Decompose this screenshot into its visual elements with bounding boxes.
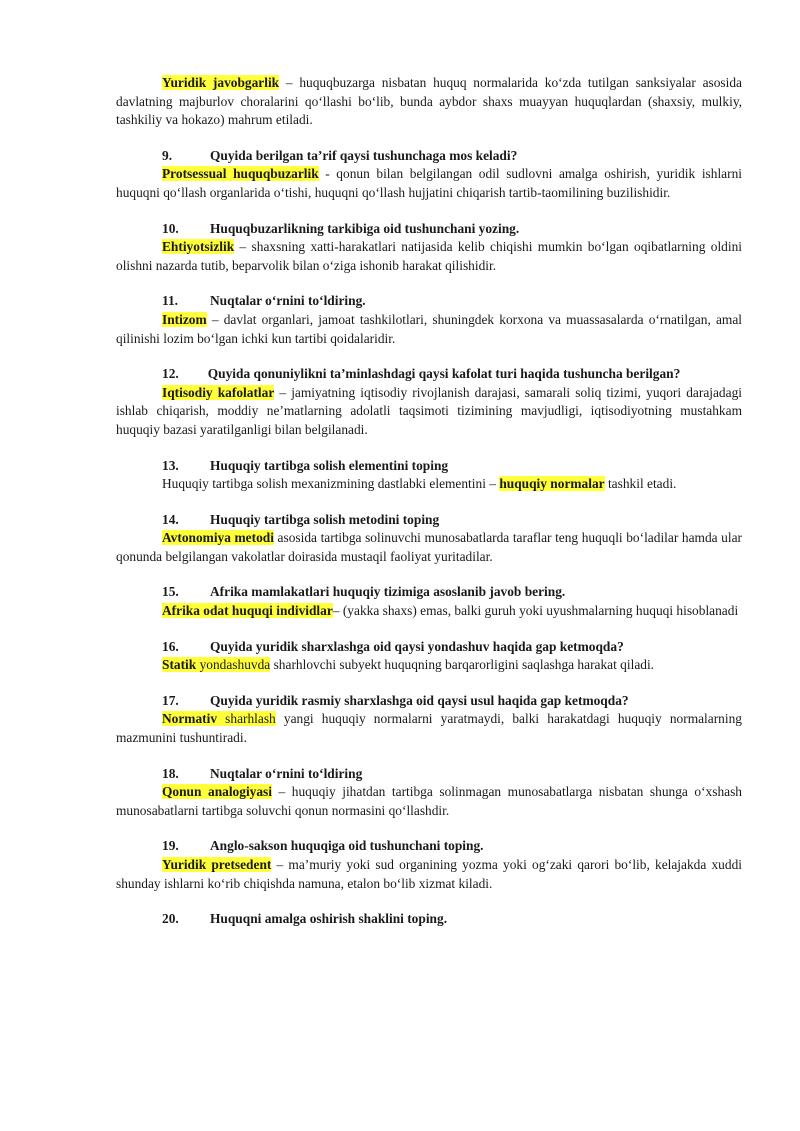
highlighted-term: Normativ xyxy=(162,711,218,727)
highlighted-term: Iqtisodiy kafolatlar xyxy=(162,384,275,400)
question-list xyxy=(116,147,742,893)
question-text: Huquqiy tartibga solish metodini toping xyxy=(210,511,440,527)
answer-paragraph xyxy=(116,656,742,675)
question-item-9 xyxy=(116,147,742,203)
question-number: 16. xyxy=(162,638,179,654)
document-body xyxy=(116,74,742,946)
answer-text: asosida tartibga solinuvchi munosabatlarda taraflar teng huquqli bo‘ladilar hamda ular qonunda belgilangan vakolatlar doirasida mustaqil faoliyat yuritadilar. xyxy=(116,530,742,564)
question-text: Quyida yuridik rasmiy sharxlashga oid qaysi usul haqida gap ketmoqda? xyxy=(210,692,629,708)
question-heading xyxy=(116,147,742,166)
highlighted-term: huquqiy normalar xyxy=(499,476,605,492)
highlighted-term: Yuridik pretsedent xyxy=(162,857,272,872)
answer-paragraph xyxy=(116,475,742,494)
highlighted-term: Statik xyxy=(162,657,197,673)
answer-paragraph xyxy=(116,602,742,621)
answer-text: – (yakka shaxs) emas, balki guruh yoki uyushmalarning huquqi hisoblanadi xyxy=(332,603,739,619)
answer-paragraph xyxy=(116,710,742,747)
highlighted-term-continuation: yondashuvda xyxy=(196,657,271,673)
question-text: Huquqiy tartibga solish elementini toping xyxy=(210,457,449,473)
question-text: Quyida berilgan ta’rif qaysi tushunchaga mos keladi? xyxy=(210,147,518,163)
highlighted-term: Avtonomiya metodi xyxy=(162,530,274,546)
question-number: 11. xyxy=(162,293,178,309)
highlighted-term: Qonun analogiyasi xyxy=(162,784,272,800)
highlighted-term: Protsessual huquqbuzarlik xyxy=(162,166,319,182)
question-number: 20. xyxy=(162,911,179,927)
answer-text: – jamiyatning iqtisodiy rivojlanish darajasi, samarali soliq tizimi, yuqori darajadagi ishlab chiqarish, moddiy ne’matlarning adolatli taqsimoti tizimining mavjudligi, iqtisodiyotning mustahkam huquqiy bazasi yaratilganligi bilan belgilanadi. xyxy=(116,384,742,437)
answer-paragraph xyxy=(116,165,742,202)
question-item-16 xyxy=(116,638,742,675)
highlighted-term: Ehtiyotsizlik xyxy=(162,239,235,255)
question-heading xyxy=(116,692,742,711)
highlighted-term: Afrika odat huquqi individlar xyxy=(162,603,333,619)
answer-paragraph xyxy=(116,311,742,348)
question-number: 15. xyxy=(162,584,179,600)
question-item-14 xyxy=(116,511,742,567)
question-text: Nuqtalar o‘rnini to‘ldiring. xyxy=(210,293,366,309)
question-number: 19. xyxy=(162,838,179,854)
question-text: Quyida yuridik sharxlashga oid qaysi yondashuv haqida gap ketmoqda? xyxy=(210,638,624,654)
question-heading xyxy=(116,837,742,856)
question-item-15 xyxy=(116,583,742,620)
question-heading xyxy=(116,365,742,384)
answer-text: sharhlovchi subyekt huquqning barqarorligini saqlashga harakat qiladi. xyxy=(270,657,655,673)
question-heading xyxy=(116,638,742,657)
question-heading xyxy=(116,292,742,311)
question-heading xyxy=(116,457,742,476)
answer-paragraph xyxy=(116,238,742,275)
answer-paragraph xyxy=(116,384,742,440)
answer-text: tashkil etadi. xyxy=(604,476,677,492)
question-item-11 xyxy=(116,292,742,348)
question-heading xyxy=(116,910,742,929)
answer-text: – shaxsning xatti-harakatlari natijasida kelib chiqishi mumkin bo‘lgan oqibatlarning oldini olishni nazarda tutib, beparvolik bilan o‘ziga ishonib harakat qilishidir. xyxy=(116,239,742,273)
answer-text: – davlat organlari, jamoat tashkilotlari, shuningdek korxona va muassasalarda o‘rnatilgan, amal qilinishi lozim bo‘lgan ichki kun tartibi qoidalaridir. xyxy=(116,311,742,346)
question-item-12 xyxy=(116,365,742,439)
question-heading xyxy=(116,583,742,602)
highlighted-term-continuation: sharhlash xyxy=(217,711,276,727)
answer-paragraph xyxy=(116,529,742,566)
question-number: 9. xyxy=(162,147,173,163)
question-item-18 xyxy=(116,765,742,821)
question-text: Huquqni amalga oshirish shaklini toping. xyxy=(210,911,448,927)
answer-text: – huquqbuzarga nisbatan huquq normalarida ko‘zda tutilgan sanksiyalar asosida davlatning majburlov choralarini qo‘llashi bo‘lib, bunda aybdor shaxs muayyan huquqlardan (shaxsiy, mulkiy, tashkiliy va hokazo) mahrum etiladi. xyxy=(116,75,742,128)
question-text: Huquqbuzarlikning tarkibiga oid tushunchani yozing. xyxy=(210,220,520,236)
question-number: 14. xyxy=(162,511,179,527)
highlighted-term: Intizom xyxy=(162,311,207,327)
answer-paragraph xyxy=(116,856,742,893)
question-item-17 xyxy=(116,692,742,748)
answer-text: yangi huquqiy normalarni yaratmaydi, balki harakatdagi huquqiy normalarning mazmunini tushuntiradi. xyxy=(116,711,742,746)
question-number: 13. xyxy=(162,457,179,473)
answer-text: - qonun bilan belgilangan odil sudlovni amalga oshirish, yuridik ishlarni huquqni qo‘llash organlarida o‘tishi, huquqni qo‘llash hujjatini chiqarish tartib-taomilining buzilishidir. xyxy=(116,166,742,200)
question-number: 12. xyxy=(162,366,179,382)
question-heading xyxy=(116,220,742,239)
answer-paragraph xyxy=(116,783,742,820)
intro-paragraph xyxy=(116,74,742,130)
answer-text: – ma’muriy yoki sud organining yozma yoki og‘zaki qarori bo‘lib, kelajakda xuddi shunday ishlarni ko‘rib chiqishda namuna, etalon bo‘lib xizmat kiladi. xyxy=(116,857,742,891)
question-item-20 xyxy=(116,910,742,929)
question-text: Nuqtalar o‘rnini to‘ldiring xyxy=(210,765,363,781)
question-item-13 xyxy=(116,457,742,494)
question-text: Quyida qonuniylikni ta’minlashdagi qaysi kafolat turi haqida tushuncha berilgan? xyxy=(207,366,681,382)
question-item-19 xyxy=(116,837,742,893)
question-number: 18. xyxy=(162,765,179,781)
question-number: 17. xyxy=(162,692,179,708)
answer-lead-text: Huquqiy tartibga solish mexanizmining dastlabki elementini – xyxy=(162,476,500,492)
highlighted-term: Yuridik javobgarlik xyxy=(162,75,280,90)
question-heading xyxy=(116,511,742,530)
question-heading xyxy=(116,765,742,784)
question-number: 10. xyxy=(162,220,179,236)
question-text: Afrika mamlakatlari huquqiy tizimiga asoslanib javob bering. xyxy=(210,584,566,600)
question-item-10 xyxy=(116,220,742,276)
question-text: Anglo-sakson huquqiga oid tushunchani toping. xyxy=(210,838,484,854)
answer-text: – huquqiy jihatdan tartibga solinmagan munosabatlarga nisbatan shunga o‘xshash munosabatlarni tartibga soluvchi qonun normasini qo‘llashdir. xyxy=(116,784,742,818)
